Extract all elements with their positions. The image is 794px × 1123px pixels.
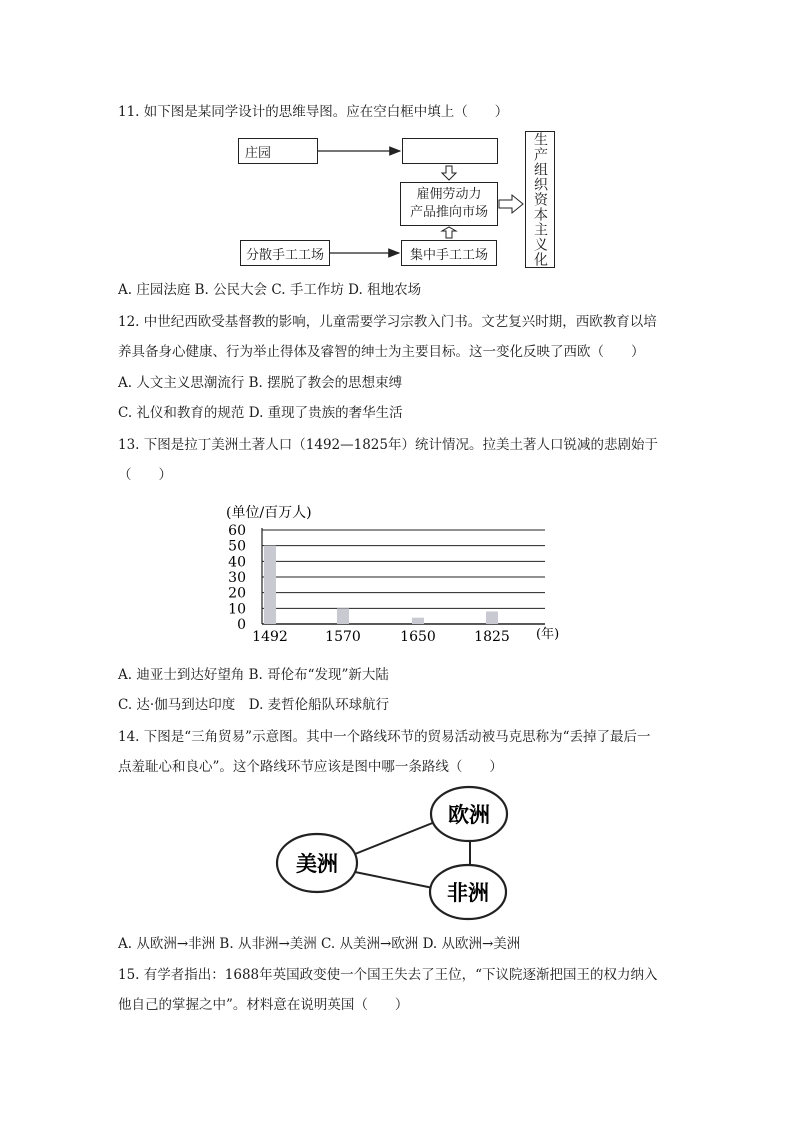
chart-y-tick-label: 20 (228, 585, 246, 602)
chart-y-tick-label: 10 (228, 601, 246, 618)
q11-stem: 11. 如下图是某同学设计的思维导图。应在空白框中填上（ ） (118, 104, 509, 120)
q13-stem-line2: （ ） (118, 467, 172, 483)
hollow-arrow-down-icon (442, 166, 456, 180)
q12-stem-line2: 养具备身心健康、行为举止得体及睿智的绅士为主要目标。这一变化反映了西欧（ ） (118, 344, 645, 360)
node-europe-label: 欧洲 (448, 802, 490, 827)
route-america-europe (355, 822, 435, 854)
chart-x-axis-label: (年) (536, 627, 560, 642)
node-america-label: 美洲 (296, 851, 338, 876)
q15-stem-line1: 15. 有学者指出：1688年英国政变使一个国王失去了王位，“下议院逐渐把国王的权力纳入 (118, 967, 658, 983)
q12-stem-line1: 12. 中世纪西欧受基督教的影响，儿童需要学习宗教入门书。文艺复兴时期，西欧教育以培 (118, 314, 657, 330)
q11-options: A. 庄园法庭 B. 公民大会 C. 手工作坊 D. 租地农场 (118, 282, 422, 298)
q13-options-line2: C. 达·伽马到达印度 D. 麦哲伦船队环球航行 (118, 697, 390, 713)
q15-stem-line2: 他自己的掌握之中”。材料意在说明英国（ ） (118, 997, 409, 1013)
market-label: 产品推向市场 (409, 205, 488, 220)
chart-y-tick-label: 50 (228, 538, 246, 555)
q13-options-line1: A. 迪亚士到达好望角 B. 哥伦布“发现”新大陆 (118, 667, 389, 683)
centralized-workshop-box: 集中手工工场 (401, 240, 497, 266)
hired-labor-label: 雇佣劳动力 (416, 187, 482, 202)
chart-x-tick-label: 1650 (400, 629, 436, 645)
population-bar-chart (0, 495, 794, 655)
mind-map-arrows (0, 0, 794, 300)
q13-stem-line1: 13. 下图是拉丁美洲土著人口（1492—1825年）统计情况。拉美土著人口锐减的悲剧始于 (118, 437, 658, 453)
chart-y-tick-label: 40 (228, 554, 246, 571)
hollow-arrow-right-icon (499, 195, 523, 213)
q12-options-line1: A. 人文主义思潮流行 B. 摆脱了教会的思想束缚 (118, 375, 403, 391)
route-america-africa (355, 872, 433, 888)
chart-y-tick-label: 0 (237, 617, 246, 633)
chart-bar-1825 (486, 611, 498, 624)
manor-box: 庄园 (238, 138, 318, 164)
chart-x-tick-label: 1570 (325, 629, 361, 645)
hollow-arrow-up-icon (442, 227, 456, 238)
q14-options: A. 从欧洲→非洲 B. 从非洲→美洲 C. 从美洲→欧洲 D. 从欧洲→美洲 (118, 936, 521, 952)
chart-y-tick-label: 30 (228, 570, 246, 586)
result-label: 生产组织资本主义化 (532, 132, 548, 267)
chart-bar-1650 (412, 618, 424, 624)
node-africa-label: 非洲 (447, 880, 489, 905)
q12-options-line2: C. 礼仪和教育的规范 D. 重现了贵族的奢华生活 (118, 405, 403, 421)
triangle-trade-diagram (0, 785, 794, 935)
chart-bar-1570 (337, 608, 349, 624)
chart-y-tick-label: 60 (228, 523, 246, 539)
q14-stem-line1: 14. 下图是“三角贸易”示意图。其中一个路线环节的贸易活动被马克思称为“丢掉了最后一 (118, 729, 651, 745)
chart-x-tick-label: 1825 (474, 629, 510, 645)
q14-stem-line2: 点羞耻心和良心”。这个路线环节应该是图中哪一条路线（ ） (118, 759, 503, 775)
chart-bar-1492 (264, 546, 276, 624)
chart-y-axis-label: (单位/百万人) (226, 505, 312, 521)
chart-x-tick-label: 1492 (252, 629, 288, 645)
scattered-workshop-box: 分散手工工场 (240, 240, 330, 266)
